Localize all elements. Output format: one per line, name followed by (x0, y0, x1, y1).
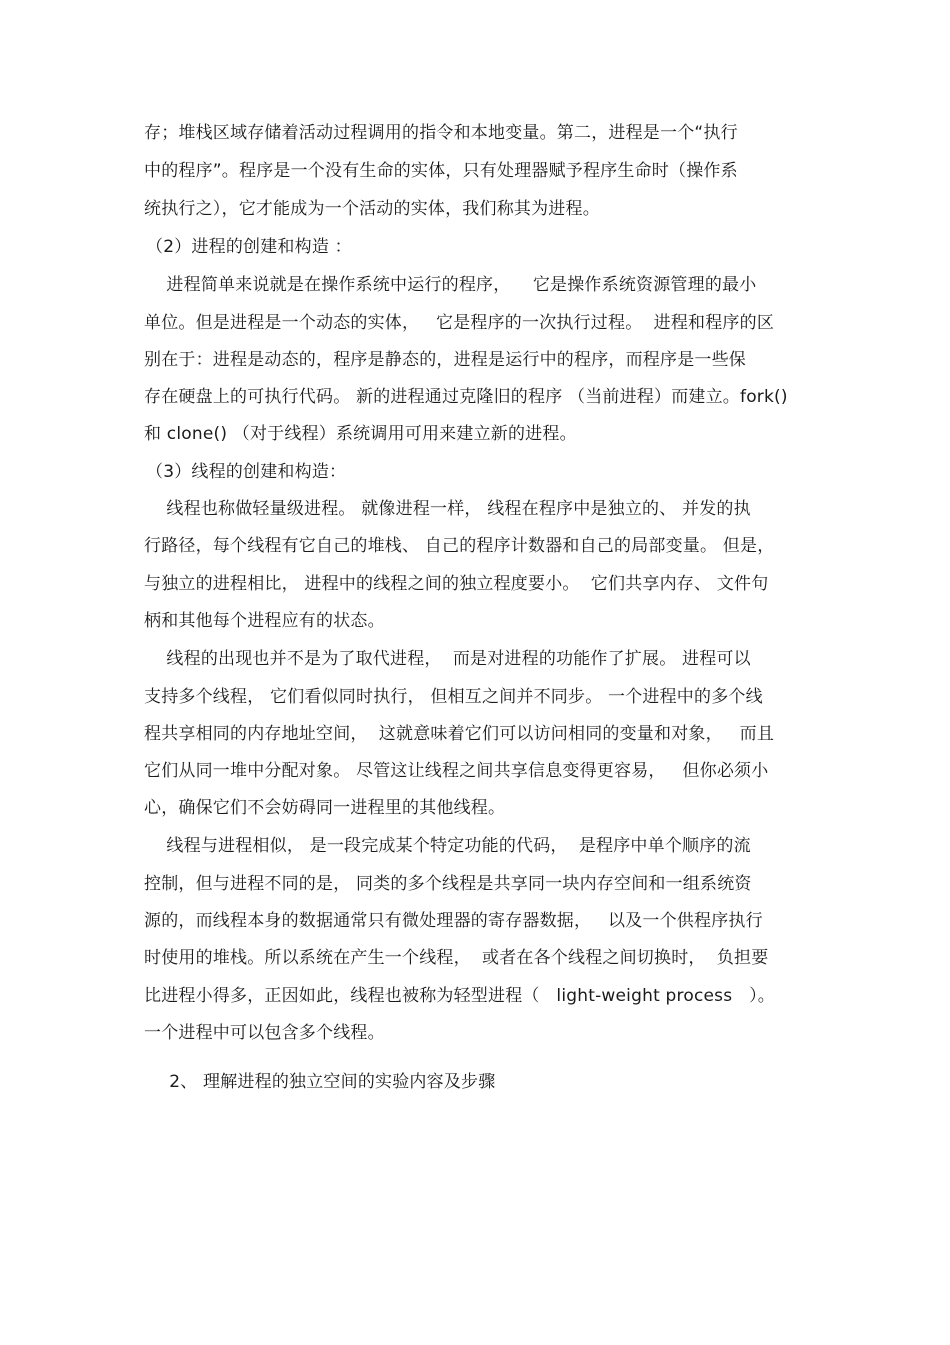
text-line: 源的，而线程本身的数据通常只有微处理器的寄存器数据， 以及一个供程序执行 (144, 911, 763, 931)
text-line: 支持多个线程， 它们看似同时执行， 但相互之间并不同步。 一个进程中的多个线 (144, 687, 763, 707)
text-line: 和 clone() （对于线程）系统调用可用来建立新的进程。 (144, 424, 577, 444)
text-line: 进程简单来说就是在操作系统中运行的程序， 它是操作系统资源管理的最小 (144, 275, 757, 295)
text-line: 柄和其他每个进程应有的状态。 (144, 611, 385, 631)
text-line: 比进程小得多，正因如此，线程也被称为轻型进程（ light-weight process ）。 (144, 986, 775, 1006)
text-line: 统执行之），它才能成为一个活动的实体，我们称其为进程。 (144, 199, 600, 219)
section-heading: （2）进程的创建和构造 ： (146, 237, 352, 257)
text-line: 程共享相同的内存地址空间， 这就意味着它们可以访问相同的变量和对象， 而且 (144, 724, 775, 744)
section-heading: （3）线程的创建和构造： (146, 462, 347, 482)
text-line: 存在硬盘上的可执行代码。 新的进程通过克隆旧的程序 （当前进程）而建立。fork() (144, 387, 788, 407)
text-line: 时使用的堆栈。所以系统在产生一个线程， 或者在各个线程之间切换时， 负担要 (144, 948, 769, 968)
text-line: 一个进程中可以包含多个线程。 (144, 1023, 385, 1043)
text-line: 线程也称做轻量级进程。 就像进程一样， 线程在程序中是独立的、 并发的执 (144, 499, 751, 519)
text-line: 与独立的进程相比， 进程中的线程之间的独立程度要小。 它们共享内存、 文件句 (144, 574, 769, 594)
text-line: 存；堆栈区域存储着活动过程调用的指令和本地变量。第二，进程是一个“执行 (144, 123, 738, 143)
text-line: 单位。但是进程是一个动态的实体， 它是程序的一次执行过程。 进程和程序的区 (144, 313, 775, 333)
text-line: 它们从同一堆中分配对象。 尽管这让线程之间共享信息变得更容易， 但你必须小 (144, 761, 769, 781)
section-heading: 2、 理解进程的独立空间的实验内容及步骤 (158, 1072, 496, 1092)
text-line: 中的程序”。程序是一个没有生命的实体，只有处理器赋予程序生命时（操作系 (144, 161, 738, 181)
text-line: 线程的出现也并不是为了取代进程， 而是对进程的功能作了扩展。 进程可以 (144, 649, 751, 669)
text-line: 线程与进程相似， 是一段完成某个特定功能的代码， 是程序中单个顺序的流 (144, 836, 751, 856)
text-line: 别在于：进程是动态的，程序是静态的，进程是运行中的程序，而程序是一些保 (144, 350, 746, 370)
text-line: 心，确保它们不会妨碍同一进程里的其他线程。 (144, 798, 506, 818)
text-line: 控制，但与进程不同的是， 同类的多个线程是共享同一块内存空间和一组系统资 (144, 874, 752, 894)
text-line: 行路径，每个线程有它自己的堆栈、 自己的程序计数器和自己的局部变量。 但是， (144, 536, 775, 556)
